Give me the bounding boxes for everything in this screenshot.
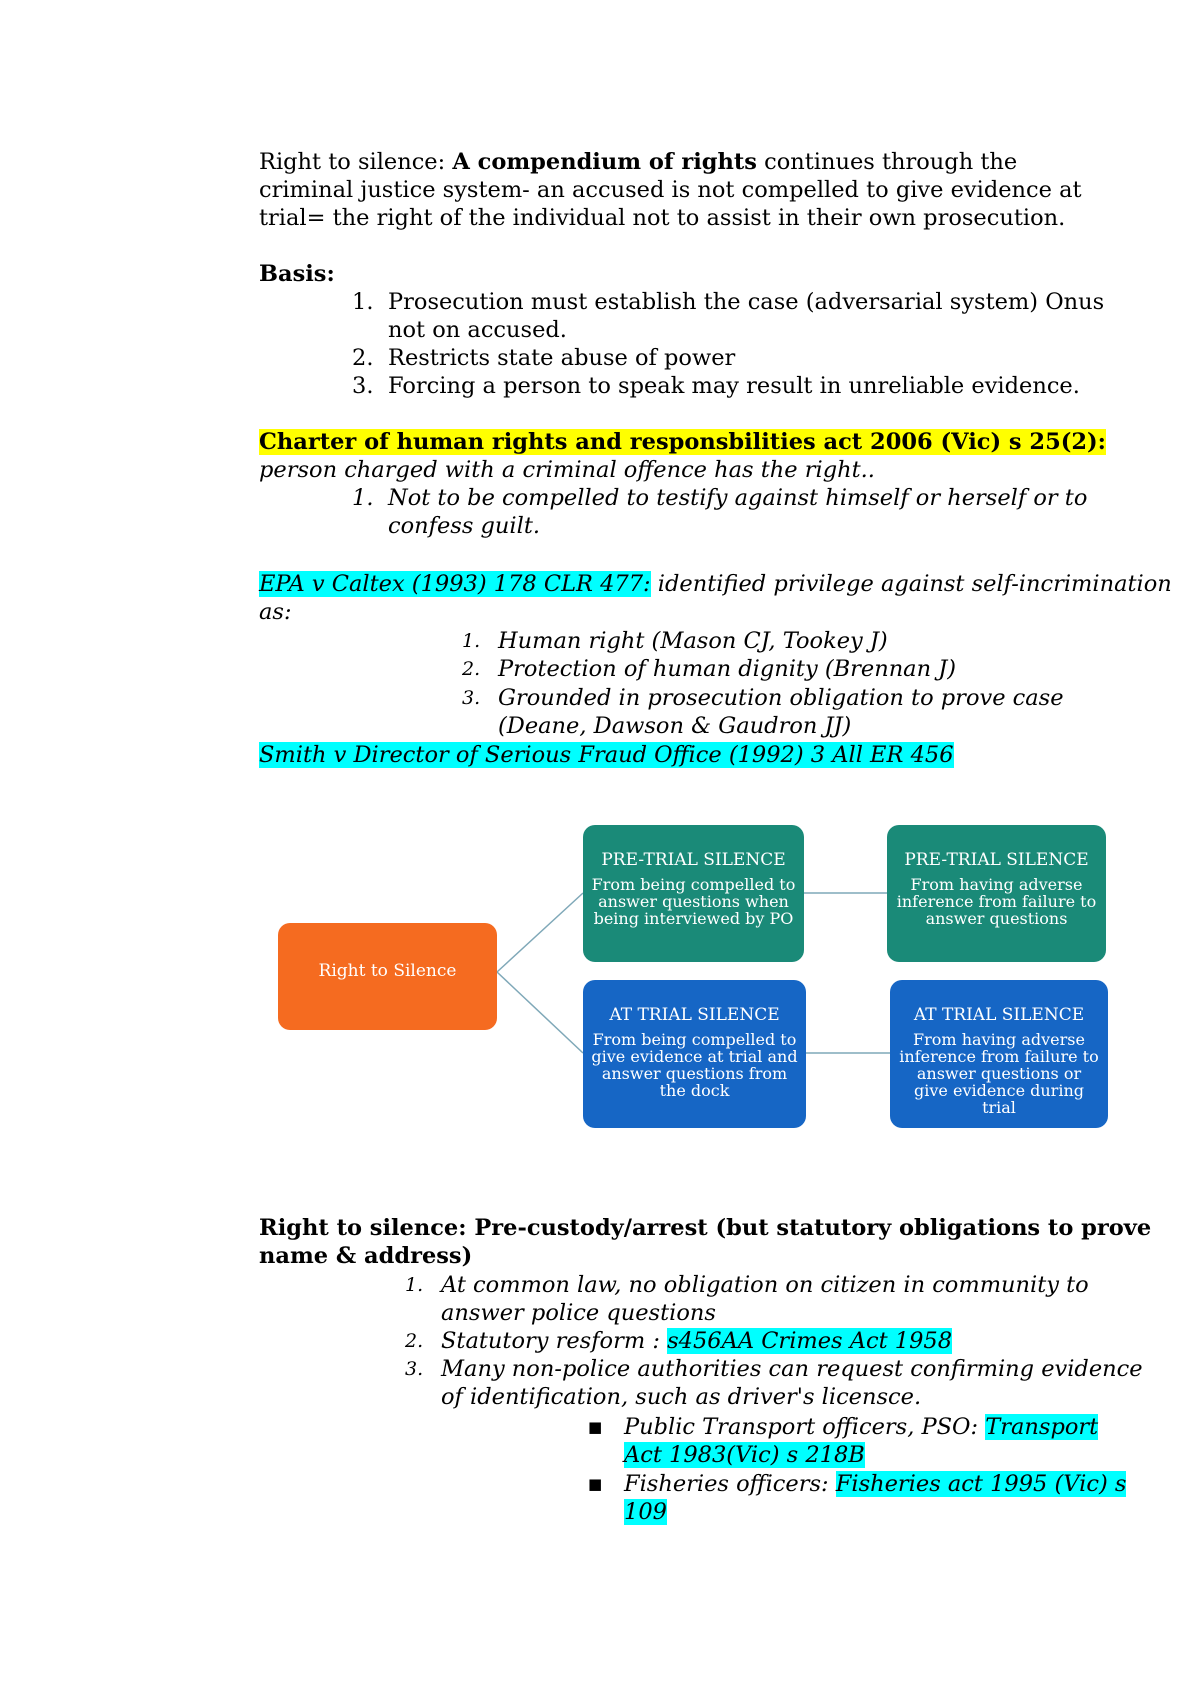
epa-text: identified privilege against self-incrimination: [650, 571, 1172, 597]
charter-item-1-line2: confess guilt.: [388, 513, 541, 539]
connector-line: [497, 893, 583, 972]
list-number: 2.: [462, 658, 481, 680]
list-number: 1.: [405, 1274, 424, 1296]
epa-line-2: as:: [259, 599, 292, 625]
precustody-item-3-line1: Many non-police authorities can request confirming evidence: [441, 1356, 1143, 1382]
intro-rest: continues through the: [756, 149, 1018, 175]
diagram-root-label: Right to Silence: [318, 961, 457, 981]
charter-heading-text: Charter of human rights and responsbilities act 2006 (Vic) s 25(2):: [259, 429, 1106, 455]
basis-heading: Basis:: [259, 261, 335, 287]
smith-case-text: Smith v Director of Serious Fraud Office (1992) 3 All ER 456: [259, 742, 954, 768]
epa-item-3-line2: (Deane, Dawson & Gaudron JJ): [498, 713, 852, 739]
diagram-box-trial-compelled: [583, 980, 806, 1128]
crimes-act-reference: s456AA Crimes Act 1958: [667, 1328, 953, 1354]
precustody-item-2: [405, 1327, 953, 1355]
list-number: 1.: [352, 289, 374, 315]
box-description: From having adverse inference from failure to answer questions or give evidence during trial: [899, 1030, 1099, 1117]
box-description: From having adverse inference from failure to answer questions: [896, 875, 1097, 928]
bullet-marker: ■: [588, 1475, 603, 1493]
epa-case: EPA v Caltex (1993) 178 CLR 477:: [259, 571, 651, 597]
diagram-box-pretrial-compelled: [583, 825, 804, 962]
intro-line-3: trial= the right of the individual not to assist in their own prosecution.: [259, 205, 1066, 231]
bullet-label: Fisheries officers:: [624, 1471, 836, 1497]
bullet-item-transport: [588, 1413, 1099, 1469]
bullet-item-fisheries: [588, 1470, 1127, 1526]
box-title: AT TRIAL SILENCE: [609, 1005, 780, 1025]
precustody-item-2-text: Statutory resform :: [441, 1328, 668, 1354]
diagram-root: [278, 923, 497, 1030]
epa-item-2-line1: Protection of human dignity (Brennan J): [498, 656, 957, 682]
basis-item-1-line2: not on accused.: [388, 317, 567, 343]
basis-item-1-line1: Prosecution must establish the case (adversarial system) Onus: [388, 289, 1105, 315]
box-title: PRE-TRIAL SILENCE: [601, 850, 786, 870]
precustody-heading-2: name & address): [259, 1243, 473, 1269]
precustody-item-1: [405, 1271, 1089, 1327]
bullet-marker: ■: [588, 1418, 603, 1436]
list-number: 2.: [352, 345, 374, 371]
precustody-item-3-line2: of identification, such as driver's licensce.: [441, 1384, 922, 1410]
transport-act-reference: Transport: [985, 1414, 1099, 1440]
charter-text: person charged with a criminal offence has the right..: [259, 457, 875, 483]
fisheries-act-reference: Fisheries act 1995 (Vic) s: [835, 1471, 1127, 1497]
fisheries-act-reference-cont: 109: [624, 1499, 667, 1525]
bullet-label: Public Transport officers, PSO:: [624, 1414, 986, 1440]
box-title: PRE-TRIAL SILENCE: [904, 850, 1089, 870]
list-number: 1.: [462, 630, 481, 652]
diagram-box-trial-inference: [890, 980, 1108, 1128]
list-number: 3.: [405, 1358, 424, 1380]
intro-line-2: criminal justice system- an accused is not compelled to give evidence at: [259, 177, 1082, 203]
list-number: 1.: [352, 485, 374, 511]
intro-bold: A compendium of rights: [452, 149, 757, 175]
epa-item-3-line1: Grounded in prosecution obligation to prove case: [498, 685, 1064, 711]
box-title: AT TRIAL SILENCE: [913, 1005, 1085, 1025]
precustody-heading-1: Right to silence: Pre-custody/arrest (but statutory obligations to prove: [259, 1215, 1152, 1241]
epa-item-1-line1: Human right (Mason CJ, Tookey J): [498, 628, 888, 654]
precustody-item-3: [405, 1355, 1143, 1411]
intro-lead: Right to silence:: [259, 149, 453, 175]
list-number: 3.: [462, 687, 481, 709]
box-description: From being compelled to answer questions when being interviewed by PO: [591, 875, 796, 928]
list-number: 2.: [405, 1330, 424, 1352]
list-number: 3.: [352, 373, 374, 399]
diagram-box-pretrial-inference: [887, 825, 1106, 962]
basis-item-2-line1: Restricts state abuse of power: [388, 345, 736, 371]
charter-item-1-line1: Not to be compelled to testify against himself or herself or to: [388, 485, 1088, 511]
transport-act-reference-cont: Act 1983(Vic) s 218B: [624, 1442, 865, 1468]
basis-item-3-line1: Forcing a person to speak may result in unreliable evidence.: [388, 373, 1080, 399]
precustody-item-1-line2: answer police questions: [441, 1300, 716, 1326]
connector-line: [497, 972, 583, 1053]
box-description: From being compelled to give evidence at trial and answer questions from the dock: [591, 1030, 798, 1100]
precustody-item-1-line1: At common law, no obligation on citizen in community to: [441, 1272, 1089, 1298]
